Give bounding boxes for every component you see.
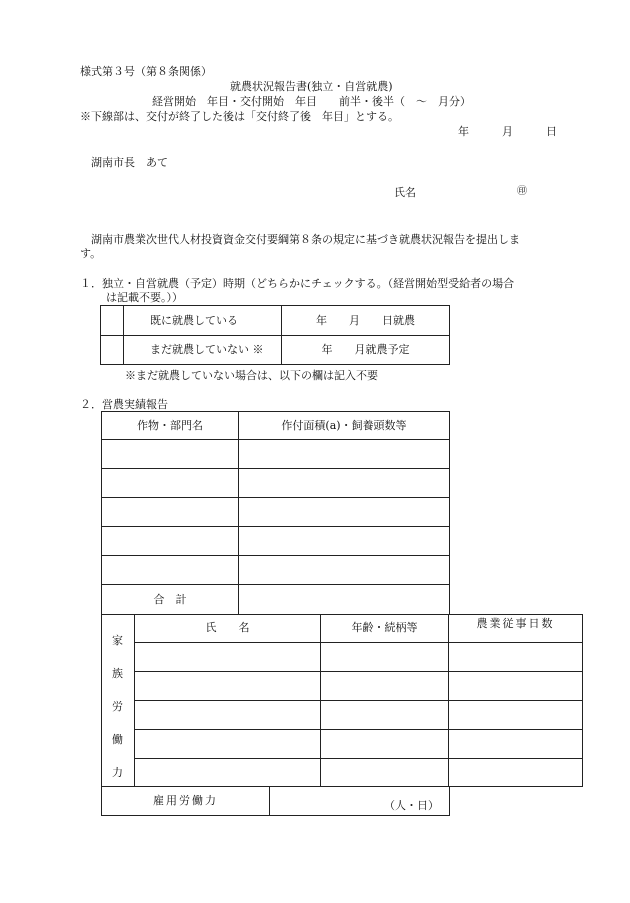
name-column-header: 氏 名 (135, 615, 321, 643)
family-char: 労 (112, 700, 123, 713)
table-row (101, 306, 450, 336)
hired-labor-label: 雇用労働力 (102, 787, 270, 816)
days-cell[interactable] (449, 730, 583, 759)
note-text: ※下線部は、交付が終了した後は「交付終了後 年目」とする。 (80, 110, 399, 123)
age-cell[interactable] (321, 759, 449, 787)
area-cell[interactable] (239, 556, 450, 585)
crop-cell[interactable] (102, 498, 239, 527)
seal-icon: ㊞ (517, 186, 527, 197)
age-column-header: 年齢・続柄等 (321, 615, 449, 643)
section1-heading: １．独立・自営就農（予定）時期（どちらかにチェックする。（経営開始型受給者の場合 (80, 277, 515, 290)
table-row (102, 412, 450, 440)
family-char: 力 (112, 766, 123, 779)
section2-heading: ２．営農実績報告 (80, 398, 168, 411)
checkbox-not-yet[interactable] (101, 336, 124, 365)
section1-footnote: ※まだ就農していない場合は、以下の欄は記入不要 (125, 369, 378, 382)
crop-cell[interactable] (102, 556, 239, 585)
farming-start-table (100, 305, 450, 365)
report-title: 就農状況報告書(独立・自営就農) (230, 80, 393, 93)
age-cell[interactable] (321, 672, 449, 701)
table-row (135, 643, 583, 672)
area-cell[interactable] (239, 498, 450, 527)
family-char: 族 (112, 667, 123, 680)
table-row (135, 759, 583, 787)
body-text-line2: す。 (80, 247, 102, 260)
age-cell[interactable] (321, 643, 449, 672)
not-yet-farming-label: まだ就農していない ※ (124, 336, 282, 365)
area-cell[interactable] (239, 440, 450, 469)
table-row (102, 527, 450, 556)
form-number: 様式第３号（第８条関係） (80, 65, 212, 78)
body-text-line1: 湖南市農業次世代人材投資資金交付要綱第８条の規定に基づき就農状況報告を提出しま (91, 233, 520, 246)
days-cell[interactable] (449, 759, 583, 787)
table-row (135, 672, 583, 701)
area-column-header: 作付面積(a)・飼養頭数等 (239, 412, 450, 440)
not-yet-farming-date: 年 月就農予定 (282, 336, 450, 365)
area-cell[interactable] (239, 469, 450, 498)
crop-cell[interactable] (102, 469, 239, 498)
table-row (102, 469, 450, 498)
crop-cell[interactable] (102, 440, 239, 469)
table-row (102, 556, 450, 585)
already-farming-date: 年 月 日就農 (282, 306, 450, 336)
checkbox-already[interactable] (101, 306, 124, 336)
family-char: 家 (112, 634, 123, 647)
table-row (102, 585, 450, 615)
table-row (102, 498, 450, 527)
table-row (135, 730, 583, 759)
family-labor-label (101, 614, 135, 786)
days-cell[interactable] (449, 643, 583, 672)
name-cell[interactable] (135, 730, 321, 759)
name-cell[interactable] (135, 643, 321, 672)
family-labor-table (134, 614, 583, 787)
name-cell[interactable] (135, 701, 321, 730)
area-cell[interactable] (239, 527, 450, 556)
family-char: 働 (112, 733, 123, 746)
hired-labor-unit: （人・日） (270, 787, 450, 816)
already-farming-label: 既に就農している (124, 306, 282, 336)
table-row (101, 336, 450, 365)
crop-table (101, 411, 450, 615)
section1-heading-cont: は記載不要。）） (106, 291, 183, 304)
name-cell[interactable] (135, 672, 321, 701)
days-cell[interactable] (449, 672, 583, 701)
name-cell[interactable] (135, 759, 321, 787)
name-label: 氏名 (394, 186, 416, 199)
total-label: 合 計 (102, 585, 239, 615)
addressee: 湖南市長 あて (91, 156, 168, 169)
total-cell[interactable] (239, 585, 450, 615)
days-column-header: 農業従事日数 (449, 615, 583, 643)
table-row (102, 787, 450, 816)
crop-column-header: 作物・部門名 (102, 412, 239, 440)
table-row (135, 615, 583, 643)
table-row (102, 440, 450, 469)
crop-cell[interactable] (102, 527, 239, 556)
age-cell[interactable] (321, 730, 449, 759)
date-line: 年 月 日 (458, 125, 557, 138)
days-cell[interactable] (449, 701, 583, 730)
hired-labor-table (101, 786, 450, 816)
table-row (135, 701, 583, 730)
age-cell[interactable] (321, 701, 449, 730)
report-subtitle: 経営開始 年目・交付開始 年目 前半・後半（ ～ 月分） (152, 95, 471, 108)
